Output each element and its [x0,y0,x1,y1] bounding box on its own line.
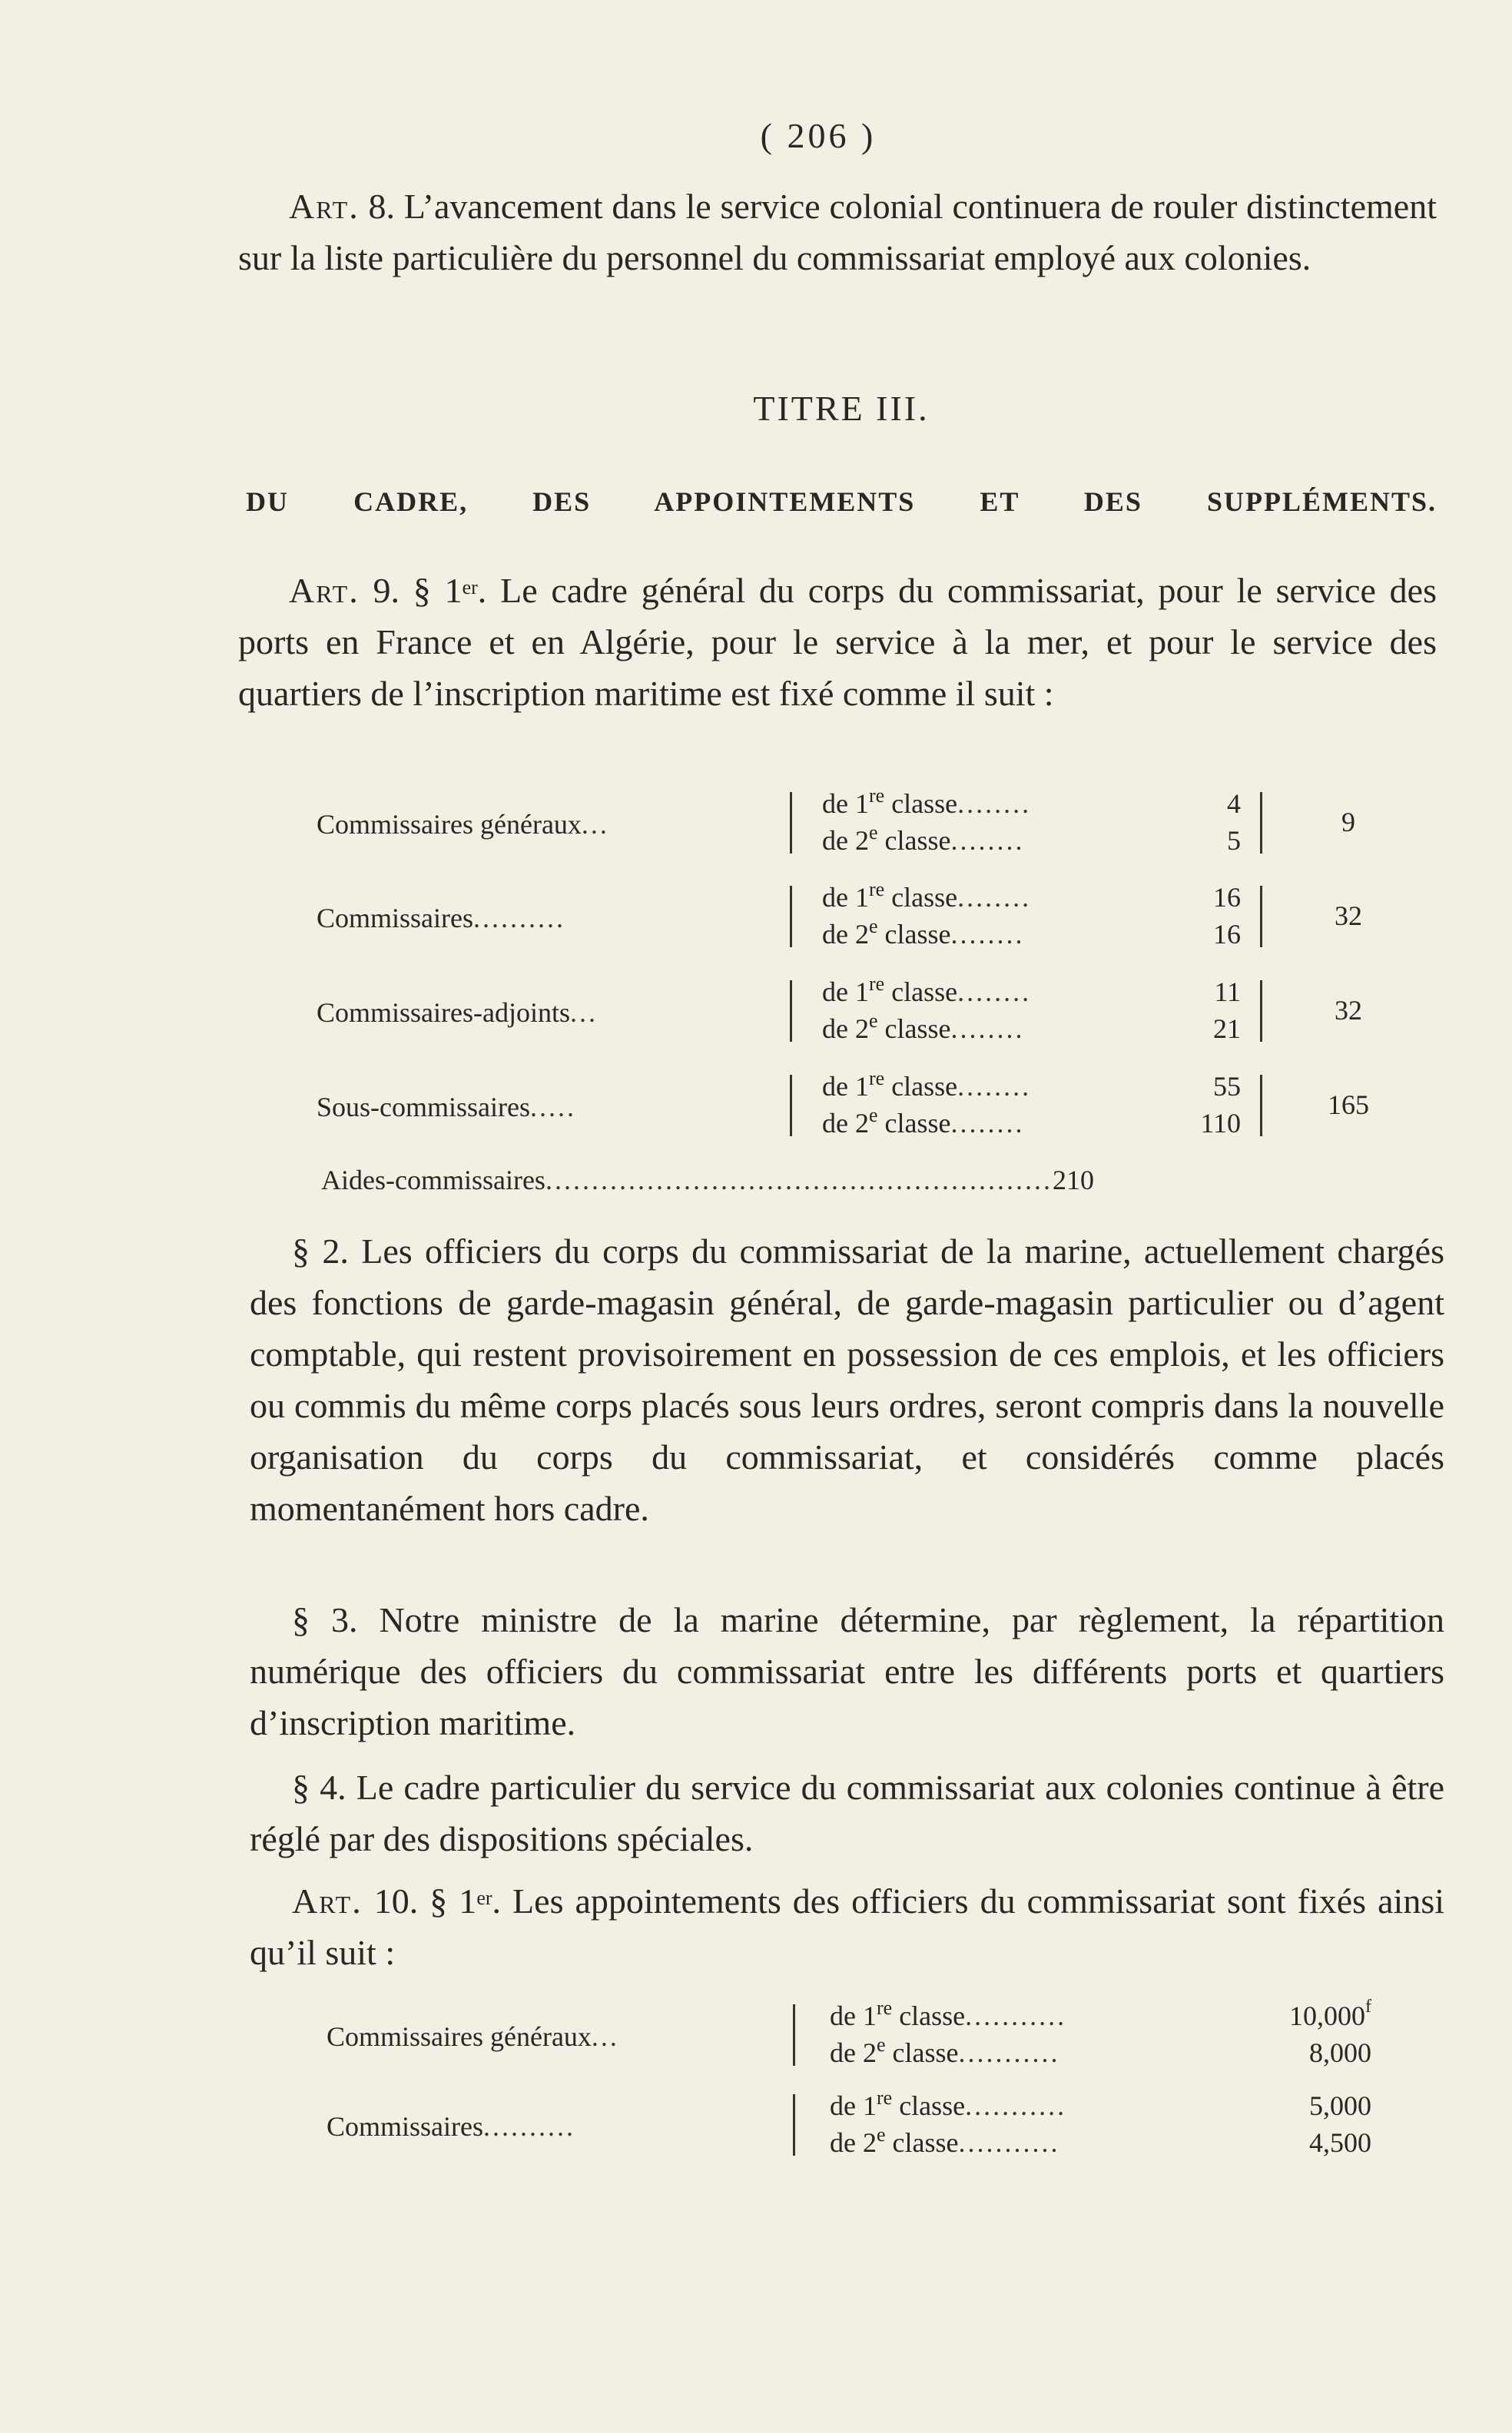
class-label: de 2e classe [822,1009,951,1044]
class-2-count: 110 [1200,1108,1241,1139]
cadre-name: Sous-commissaires [317,1092,530,1122]
class-label: de 2e classe [822,1104,951,1139]
right-brace [1252,980,1262,1042]
class-ordinal: re [868,973,885,995]
section-subtitle: DU CADRE, DES APPOINTEMENTS ET DES SUPPLÉMENTS. [246,486,1437,517]
class-1-count: 55 [1213,1071,1241,1102]
row-total: 165 [1328,1089,1369,1120]
class-label: de 1re classe [830,2087,966,2121]
cadre-row-name [317,996,598,1029]
leader-dots: ........ [957,788,1032,819]
left-brace [790,792,792,854]
art-label: Art. [292,1881,363,1921]
class-label: de 1re classe [822,784,958,819]
class-2 [822,1009,1025,1045]
class-1 [830,1997,1067,2032]
class-label: de 1re classe [830,1997,966,2031]
cadre-name: Commissaires [317,903,473,933]
class-2 [822,821,1025,857]
left-brace [793,2004,795,2066]
class-ordinal: e [876,2123,886,2146]
class-1 [822,973,1032,1008]
class-1 [830,2087,1067,2122]
paragraph-3: § 3. Notre ministre de la marine détermine, par règlement, la répartition numérique des officiers du commissariat entre les différents ports et quartiers d’inscription maritime. [250,1600,1444,1742]
class-2-salary: 4,500 [1309,2127,1371,2158]
page-number: ( 206 ) [760,116,877,155]
class-ordinal: e [868,821,878,844]
leader-dots: ........ [950,1013,1025,1044]
left-brace [790,980,792,1042]
class-ordinal: re [876,2087,893,2109]
article-10-text: . Les appointements des officiers du commissariat sont fixés ainsi qu’il suit : [250,1881,1444,1972]
left-brace [790,1075,792,1136]
class-ordinal: re [868,784,885,807]
appointement-row-name [327,2020,619,2053]
class-2-count: 21 [1213,1013,1241,1044]
class-ordinal: e [868,915,878,937]
class-2 [830,2034,1060,2069]
cadre-name: Commissaires généraux [317,809,582,840]
class-1 [822,1067,1032,1102]
leader-dots: ..... [529,1092,576,1122]
article-9-text: . Le cadre général du corps du commissariat, pour le service des ports en France et en Algérie, pour le service à la mer, et pour le service des quartiers de l’inscription maritime est fixé comme il suit : [238,571,1437,713]
currency-unit: f [1365,1997,1371,2017]
leader-dots: ........... [958,2037,1060,2068]
class-label: de 2e classe [822,915,951,950]
article-10: Art. 10. § 1er. Les appointements des officiers du commissariat sont fixés ainsi qu’il suit : [250,1881,1444,1972]
aides-row: Aides-commissaires.......................................................210 [321,1165,1094,1195]
right-brace [1252,792,1262,854]
cadre-name: Commissaires-adjoints [317,997,570,1028]
class-1 [822,878,1032,913]
class-ordinal: re [868,878,885,900]
class-1-count: 4 [1227,788,1241,819]
class-label: de 1re classe [822,973,958,1007]
class-ordinal: e [876,2034,886,2056]
class-1 [822,784,1032,820]
leader-dots: ........... [958,2127,1060,2158]
class-1-count: 11 [1214,976,1241,1007]
class-1-count: 16 [1213,882,1241,913]
class-label: de 2e classe [822,821,951,856]
class-label: de 2e classe [830,2034,959,2068]
leader-dots: ........ [950,825,1025,856]
appointement-row-name [327,2110,575,2143]
class-2-salary: 8,000 [1309,2037,1371,2068]
aides-value: 210 [1052,1165,1094,1195]
class-2 [822,1104,1025,1139]
class-label: de 1re classe [822,878,958,913]
article-8-text: 8. L’avancement dans le service colonial continuera de rouler distinctement sur la liste particulière du personnel du commissariat employé aux colonies. [238,187,1437,277]
leader-dots: .......... [473,903,565,933]
class-2-count: 16 [1213,919,1241,950]
class-label: de 1re classe [822,1067,958,1102]
class-2 [822,915,1025,950]
class-ordinal: e [868,1009,878,1032]
class-label: de 2e classe [830,2123,959,2158]
leader-dots: ........ [957,882,1032,913]
leader-dots: ........ [957,976,1032,1007]
right-brace [1252,886,1262,947]
leader-dots: ........... [965,2090,1067,2121]
aides-name: Aides-commissaires [321,1165,545,1195]
paragraph-4: § 4. Le cadre particulier du service du commissariat aux colonies continue à être réglé par des dispositions spéciales. [250,1768,1444,1858]
salary-value: 5,000 [1309,2090,1371,2121]
appointement-name: Commissaires [327,2111,483,2142]
appointement-name: Commissaires généraux [327,2021,592,2052]
class-1-salary [1229,1997,1371,2032]
leader-dots: ... [569,997,598,1028]
leader-dots: .......... [483,2111,575,2142]
section-title: TITRE III. [753,389,930,428]
cadre-row-name [317,1091,576,1123]
row-total: 32 [1335,900,1362,931]
leader-dots: ........ [950,919,1025,950]
row-total: 32 [1335,995,1362,1026]
paragraph-2: § 2. Les officiers du corps du commissariat de la marine, actuellement chargés des fonctions de garde-magasin général, de garde-magasin particulier ou d’agent comptable, qui restent provisoirement en possession de ces emplois, et les officiers ou commis du même corps placés sous leurs ordres, seront compris dans la nouvelle organisation du corps du commissariat, et considérés comme placés momentanément hors cadre. [250,1231,1444,1528]
cadre-row-name [317,808,609,840]
art-label: Art. [289,187,360,226]
leader-dots: ........ [950,1108,1025,1139]
salary-value: 10,000 [1289,2000,1365,2031]
class-ordinal: e [868,1104,878,1126]
leader-dots: ........ [957,1071,1032,1102]
article-9: Art. 9. § 1er. Le cadre général du corps du commissariat, pour le service des ports en France et en Algérie, pour le service à la mer, et pour le service des quartiers de l’inscription maritime est fixé comme il suit : [238,571,1437,713]
cadre-row-name [317,902,565,934]
class-ordinal: re [876,1997,893,2019]
class-ordinal: re [868,1067,885,1089]
row-total: 9 [1341,807,1355,837]
leader-dots: ... [591,2021,619,2052]
class-2-count: 5 [1227,825,1241,856]
left-brace [793,2094,795,2156]
leader-dots: ........... [965,2000,1067,2031]
leader-dots: ... [581,809,609,840]
article-8 [238,181,1437,283]
art-label: Art. [289,571,360,610]
left-brace [790,886,792,947]
right-brace [1252,1075,1262,1136]
class-1-salary [1229,2090,1371,2122]
class-2 [830,2123,1060,2159]
